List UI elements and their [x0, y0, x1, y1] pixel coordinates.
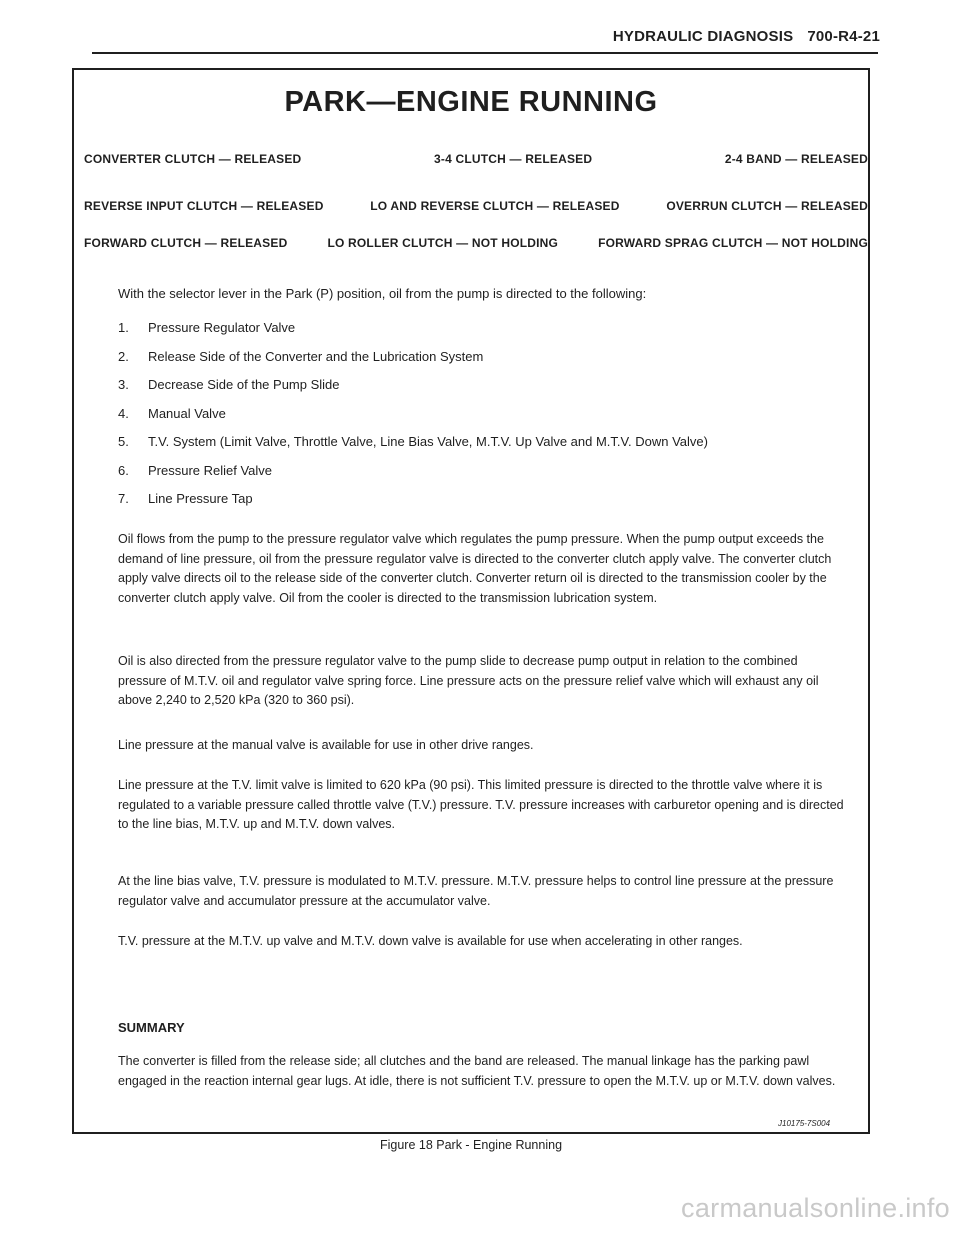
status-row-3 — [84, 236, 868, 250]
list-item — [118, 320, 848, 349]
summary-text: The converter is filled from the release side; all clutches and the band are released. The manual linkage has the parking pawl engaged in the reaction internal gear lugs. At idle, there is not sufficient T.V. pressure to open the M.T.V. up or M.T.V. down valves. — [118, 1054, 836, 1088]
section-title: HYDRAULIC DIAGNOSIS — [612, 28, 794, 45]
paragraph-manual-valve: Line pressure at the manual valve is available for use in other drive ranges. — [118, 738, 534, 752]
running-header — [520, 28, 880, 45]
intro-text: With the selector lever in the Park (P) position, oil from the pump is directed to the following: — [118, 286, 647, 301]
status-forward-sprag-clutch: FORWARD SPRAG CLUTCH — NOT HOLDING — [598, 236, 868, 250]
figure-caption: Figure 18 Park - Engine Running — [379, 1138, 563, 1152]
figure-title: PARK—ENGINE RUNNING — [284, 86, 658, 118]
list-text: T.V. System (Limit Valve, Throttle Valve, Line Bias Valve, M.T.V. Up Valve and M.T.V. Down Valve) — [148, 434, 708, 449]
list-item — [118, 463, 848, 492]
status-row-1 — [84, 152, 868, 166]
figure-code: J10175-7S004 — [778, 1119, 831, 1128]
summary-heading: SUMMARY — [118, 1020, 185, 1035]
list-item — [118, 434, 848, 463]
list-text: Decrease Side of the Pump Slide — [148, 377, 340, 392]
list-number: 4. — [118, 405, 129, 421]
list-text: Manual Valve — [148, 405, 226, 421]
oil-destination-list — [118, 320, 848, 520]
list-number: 2. — [118, 348, 129, 364]
list-number: 6. — [118, 462, 129, 478]
status-converter-clutch: CONVERTER CLUTCH — RELEASED — [84, 152, 302, 166]
paragraph-tv-limit: Line pressure at the T.V. limit valve is limited to 620 kPa (90 psi). This limited pressure is directed to the throttle valve where it is regulated to a variable pressure called throttle valve (T.V.) pressure. T.V. pressure increases with carburetor opening and is directed to the line bias, M.T.V. up and M.T.V. down valves. — [118, 778, 844, 831]
list-text: Release Side of the Converter and the Lubrication System — [148, 348, 484, 364]
status-lo-roller-clutch: LO ROLLER CLUTCH — NOT HOLDING — [327, 236, 559, 250]
list-text: Line Pressure Tap — [148, 491, 253, 506]
status-reverse-input-clutch: REVERSE INPUT CLUTCH — RELEASED — [84, 199, 324, 213]
list-item — [118, 491, 848, 520]
list-item — [118, 377, 848, 406]
list-item — [118, 406, 848, 435]
list-text: Pressure Relief Valve — [148, 462, 273, 478]
header-rule — [92, 52, 878, 54]
status-3-4-clutch: 3-4 CLUTCH — RELEASED — [434, 152, 593, 166]
list-number: 1. — [118, 320, 129, 335]
status-row-2 — [84, 199, 868, 213]
paragraph-oil-flow: Oil flows from the pump to the pressure regulator valve which regulates the pump pressure. When the pump output exceeds the demand of line pressure, oil from the pressure regulator valve is directed to the converter clutch apply valve. The converter clutch apply valve directs oil to the release side of the converter clutch. Converter return oil is directed to the transmission cooler by the converter clutch apply valve. Oil from the cooler is directed to the transmission lubrication system. — [118, 532, 832, 605]
paragraph-line-bias: At the line bias valve, T.V. pressure is modulated to M.T.V. pressure. M.T.V. pressure helps to control line pressure at the pressure regulator valve and accumulator pressure at the accumulator valve. — [118, 874, 834, 908]
status-lo-reverse-clutch: LO AND REVERSE CLUTCH — RELEASED — [370, 199, 620, 213]
status-2-4-band: 2-4 BAND — RELEASED — [724, 152, 868, 166]
page-number: 700-R4-21 — [807, 28, 880, 45]
list-number: 7. — [118, 491, 129, 506]
paragraph-mtv-valves: T.V. pressure at the M.T.V. up valve and M.T.V. down valve is available for use when accelerating in other ranges. — [118, 934, 743, 948]
list-text: Pressure Regulator Valve — [148, 320, 296, 335]
watermark: carmanualsonline.info — [681, 1193, 950, 1223]
list-number: 5. — [118, 434, 129, 449]
paragraph-pump-slide: Oil is also directed from the pressure regulator valve to the pump slide to decrease pump output in relation to the combined pressure of M.T.V. oil and regulator valve spring force. Line pressure acts on the pressure relief valve which will exhaust any oil above 2,240 to 2,520 kPa (320 to 360 psi). — [118, 654, 819, 707]
status-forward-clutch: FORWARD CLUTCH — RELEASED — [84, 236, 288, 250]
list-number: 3. — [118, 377, 129, 392]
list-item — [118, 349, 848, 378]
status-overrun-clutch: OVERRUN CLUTCH — RELEASED — [666, 199, 868, 213]
